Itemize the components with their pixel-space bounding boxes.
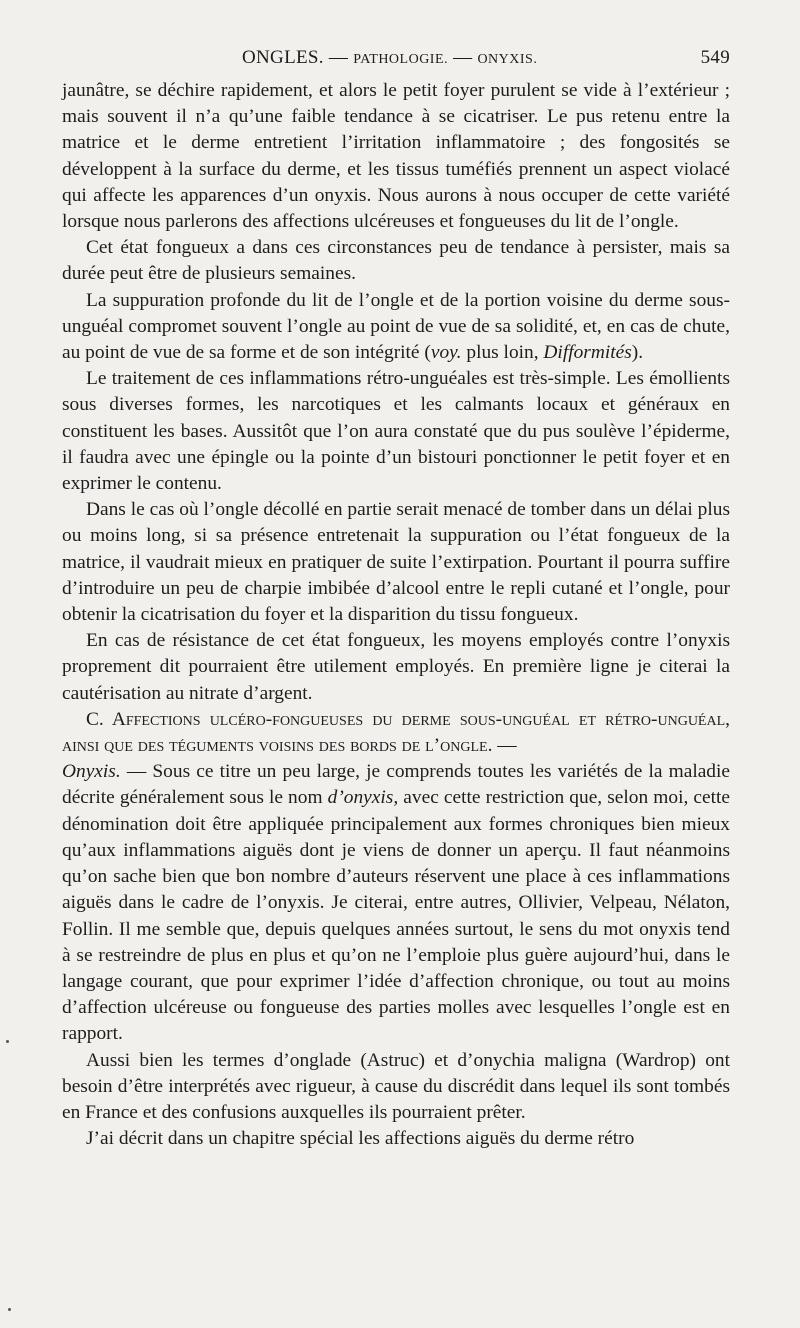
section-heading: C. Affections ulcéro-fongueuses du derme sous-unguéal et rétro-unguéal, ainsi que des téguments voisins des bords de l’ongle. — [62,708,730,757]
text-run: — Sous ce titre un peu large, je comprends toutes les variétés de la maladie décrite généralement sous le nom [62,761,730,809]
body-text [62,78,730,1152]
section-paragraph [62,707,730,1048]
header-title-main: ONGLES. [242,47,324,68]
text-run: avec cette restriction que, selon moi, cette dénomination doit être appliquée principalement aux formes chroniques bien mieux qu’aux inflammations aiguës dont je viens de donner un aperçu. Il faut néanmoins qu’on sache bien que bon nombre d’auteurs réservent une place à ces inflammations aiguës dans le cadre de l’onyxis. Je citerai, entre autres, Ollivier, Velpeau, Nélaton, Follin. Il me semble que, depuis quelques années surtout, le sens du mot onyxis tend à se restreindre de plus en plus et qu’on ne l’emploie plus guère aujourd’hui, dans le langage courant, que pour exprimer l’idée d’affection chronique, ou tout au moins d’affection ulcéreuse ou fongueuse des parties molles avec lesquelles l’ongle est en rapport. [62,787,730,1045]
text-run: La suppuration profonde du lit de l’ongle et de la portion voisine du derme sous-unguéal compromet souvent l’ongle au point de vue de sa solidité, et, en cas de chute, au point de vue de sa forme et de son intégrité ( [62,289,730,364]
header-title-subsection: ONYXIS. [477,52,538,67]
paragraph: Le traitement de ces inflammations rétro-unguéales est très-simple. Les émollients sous diverses formes, les narcotiques et les calmants locaux et généraux en constituent les bases. Aussitôt que l’on aura constaté que du pus soulève l’épiderme, il faudra avec une épingle ou la pointe d’un bistouri ponctionner le petit foyer et en exprimer le contenu. [62,368,730,495]
paragraph: jaunâtre, se déchire rapidement, et alors le petit foyer purulent se vide à l’extérieur ; mais souvent il n’a qu’une faible tendance à se cicatriser. Le pus retenu entre la matrice et le derme entretient l’irritation inflammatoire ; des fongosités se développent à la surface du derme, et les tissus tuméfiés prennent un aspect violacé qui affecte les apparences d’un onyxis. Nous aurons à nous occuper de cette variété lorsque nous parlerons des affections ulcéreuses et fongueuses du lit de l’ongle. [62,80,730,233]
text-run: plus loin, [461,342,544,364]
paragraph: En cas de résistance de cet état fongueux, les moyens employés contre l’onyxis proprement dit pourraient être utilement employés. En première ligne je citerai la cautérisation au nitrate d’argent. [62,630,730,704]
paragraph: J’ai décrit dans un chapitre spécial les affections aiguës du derme rétro [86,1128,635,1150]
header-separator: — [323,47,354,68]
paper-speck [6,1040,9,1043]
header-separator: — [448,47,478,68]
paper-speck [8,1308,11,1311]
paragraph: Aussi bien les termes d’onglade (Astruc) et d’onychia maligna (Wardrop) ont besoin d’être interprétés avec rigueur, à cause du discrédit dans lequel ils sont tombés en France et des confusions auxquelles ils pourraient prêter. [62,1049,730,1123]
paragraph: Cet état fongueux a dans ces circonstances peu de tendance à persister, mais sa durée peut être de plusieurs semaines. [62,237,730,285]
header-title-section: PATHOLOGIE. [353,52,449,67]
paragraph [62,288,730,367]
running-header [62,44,730,78]
text-run: ). [631,342,644,364]
italic-text: d’onyxis, [327,787,399,809]
italic-text: Onyxis. [62,761,121,783]
page-number: 549 [700,47,730,68]
italic-text: Difformités [543,342,632,364]
paragraph: Dans le cas où l’ongle décollé en partie serait menacé de tomber dans un délai plus ou moins long, si sa présence entretenait la suppuration ou l’état fongueux de la matrice, il vaudrait mieux en pratiquer de suite l’extirpation. Pourtant il pourra suffire d’introduire un peu de charpie imbibée d’alcool entre le repli cutané et l’ongle, pour obtenir la cicatrisation du foyer et la disparition du tissu fongueux. [62,499,730,626]
running-title [242,47,537,69]
italic-text: voy. [430,342,462,364]
